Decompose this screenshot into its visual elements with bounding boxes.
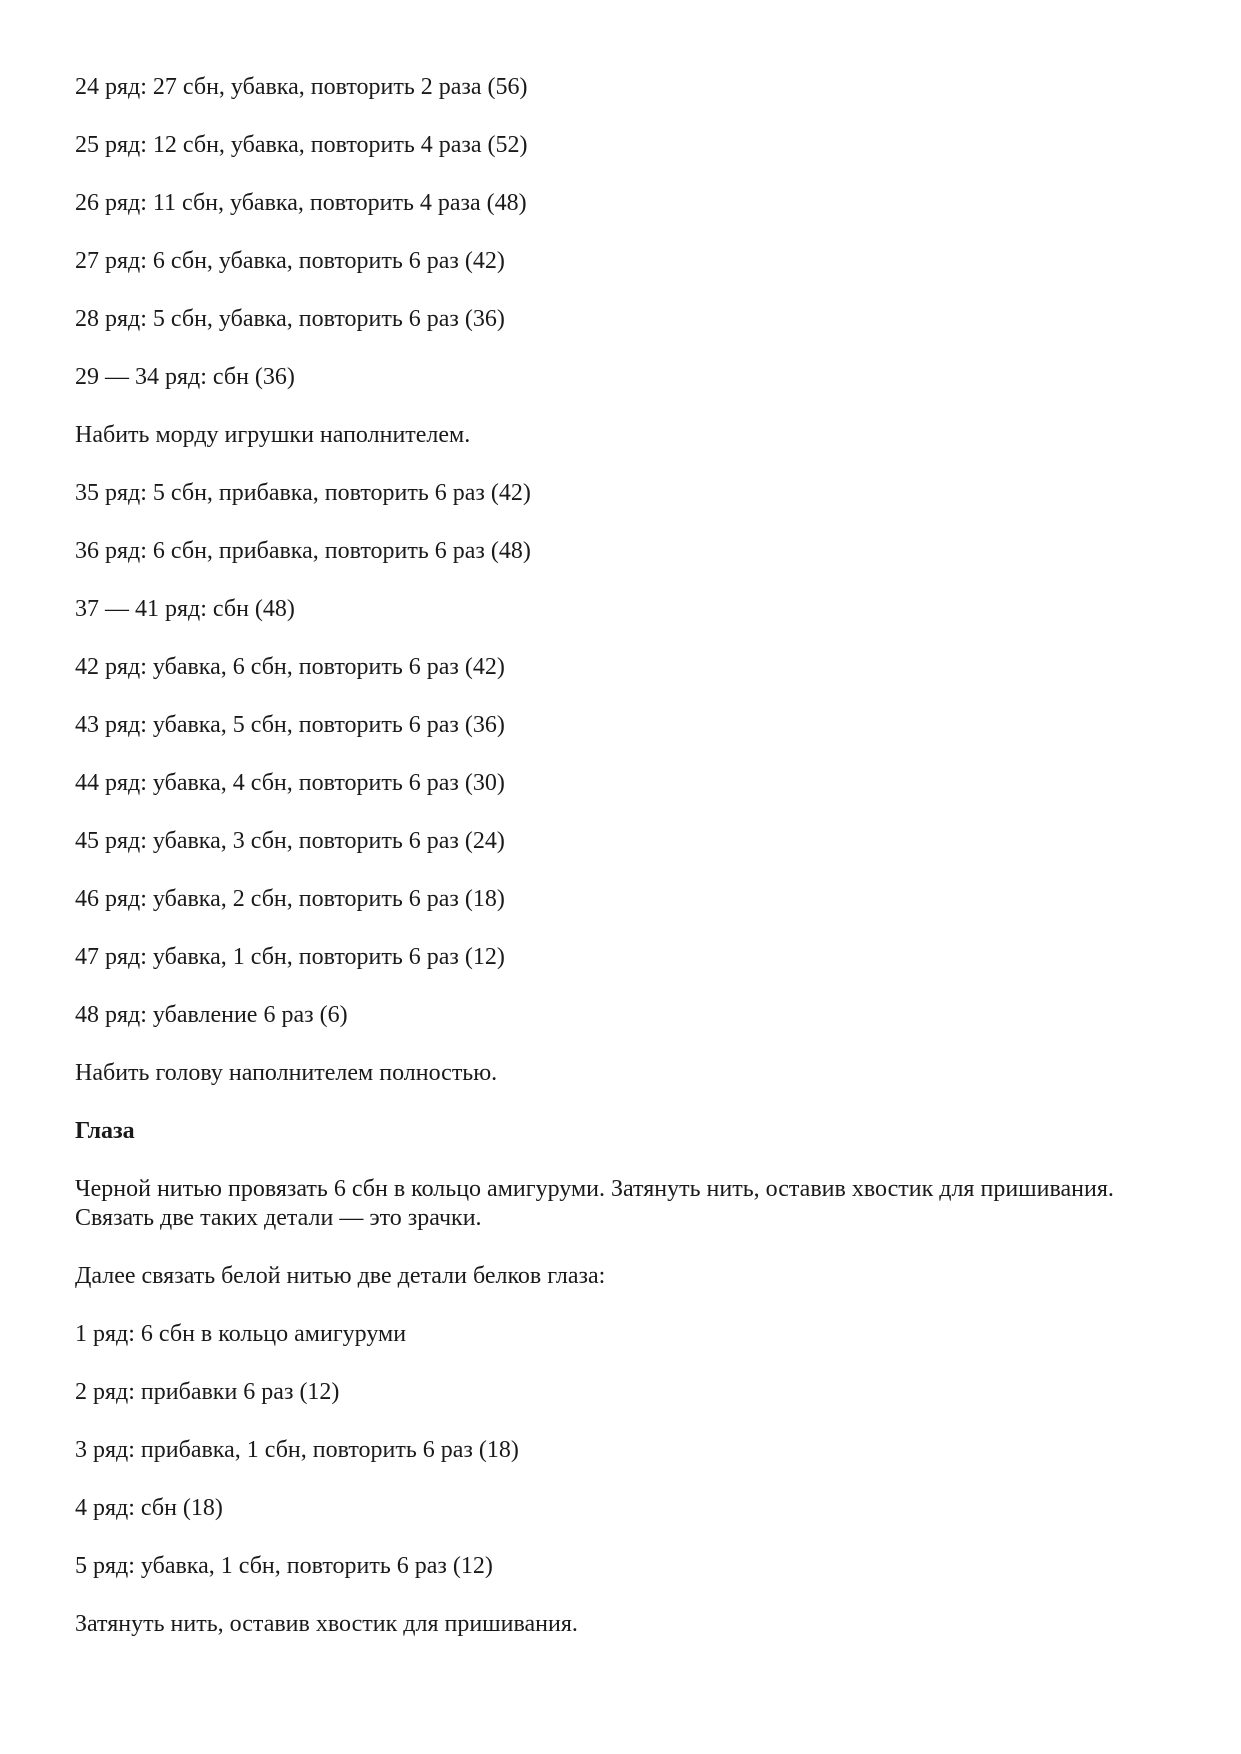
- row-42-text: 42 ряд: убавка, 6 сбн, повторить 6 раз (42): [75, 654, 505, 680]
- eyes-whites-intro: Далее связать белой нитью две детали белков глаза:: [75, 1263, 606, 1289]
- eyes-paragraph-line-2: Связать две таких детали — это зрачки.: [75, 1205, 482, 1231]
- row-35-text: 35 ряд: 5 сбн, прибавка, повторить 6 раз (42): [75, 480, 531, 506]
- row-25-text: 25 ряд: 12 сбн, убавка, повторить 4 раза (52): [75, 132, 528, 158]
- eyes-paragraph-line-1: Черной нитью провязать 6 сбн в кольцо амигуруми. Затянуть нить, оставив хвостик для пришивания.: [75, 1176, 1114, 1202]
- row-46-text: 46 ряд: убавка, 2 сбн, повторить 6 раз (18): [75, 886, 505, 912]
- row-45-text: 45 ряд: убавка, 3 сбн, повторить 6 раз (24): [75, 828, 505, 854]
- row-44-text: 44 ряд: убавка, 4 сбн, повторить 6 раз (30): [75, 770, 505, 796]
- row-26-text: 26 ряд: 11 сбн, убавка, повторить 4 раза (48): [75, 190, 527, 216]
- rows-37-41-text: 37 — 41 ряд: сбн (48): [75, 596, 295, 622]
- row-27-text: 27 ряд: 6 сбн, убавка, повторить 6 раз (42): [75, 248, 505, 274]
- row-47-text: 47 ряд: убавка, 1 сбн, повторить 6 раз (12): [75, 944, 505, 970]
- eye-row-5-text: 5 ряд: убавка, 1 сбн, повторить 6 раз (12): [75, 1553, 493, 1579]
- row-36-text: 36 ряд: 6 сбн, прибавка, повторить 6 раз (48): [75, 538, 531, 564]
- instruction-stuff-head: Набить голову наполнителем полностью.: [75, 1060, 498, 1086]
- rows-29-34-text: 29 — 34 ряд: сбн (36): [75, 364, 295, 390]
- eye-row-4-text: 4 ряд: сбн (18): [75, 1495, 223, 1521]
- eye-row-1-text: 1 ряд: 6 сбн в кольцо амигуруми: [75, 1321, 407, 1347]
- row-48-text: 48 ряд: убавление 6 раз (6): [75, 1002, 348, 1028]
- row-24-text: 24 ряд: 27 сбн, убавка, повторить 2 раза (56): [75, 74, 528, 100]
- row-28-text: 28 ряд: 5 сбн, убавка, повторить 6 раз (36): [75, 306, 505, 332]
- row-43-text: 43 ряд: убавка, 5 сбн, повторить 6 раз (36): [75, 712, 505, 738]
- instruction-fasten-thread: Затянуть нить, оставив хвостик для пришивания.: [75, 1611, 578, 1637]
- eye-row-3-text: 3 ряд: прибавка, 1 сбн, повторить 6 раз (18): [75, 1437, 519, 1463]
- instruction-stuff-muzzle: Набить морду игрушки наполнителем.: [75, 422, 471, 448]
- eye-row-2-text: 2 ряд: прибавки 6 раз (12): [75, 1379, 340, 1405]
- section-heading-eyes: Глаза: [75, 1118, 135, 1144]
